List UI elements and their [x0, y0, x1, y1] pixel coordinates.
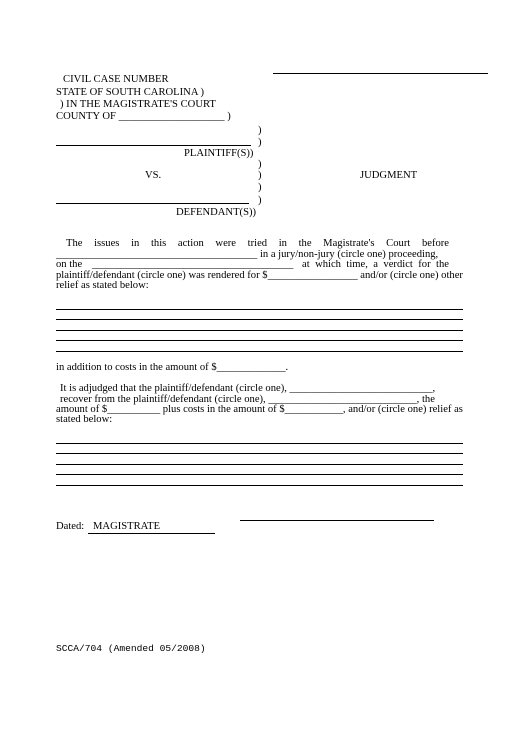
magistrate-label: MAGISTRATE [93, 521, 161, 532]
p1-line5: relief as stated below: [56, 280, 149, 291]
p2-line3: amount of $__________ plus costs in the amount of $___________, and/or (circle one) relief as [56, 404, 463, 415]
relief-line[interactable] [56, 474, 463, 475]
court-line: ) IN THE MAGISTRATE'S COURT [60, 99, 216, 110]
p1-line3-text: at which time, a verdict for the [302, 259, 449, 270]
defendant-label: DEFENDANT(S)) [176, 207, 257, 218]
plaintiff-label: PLAINTIFF(S)) [184, 148, 254, 159]
state-line: STATE OF SOUTH CAROLINA ) [56, 87, 205, 98]
trial-date-field[interactable]: ______________________________________ [92, 259, 294, 270]
p2-line1: It is adjudged that the plaintiff/defendant (circle one), ___________________________, [60, 383, 436, 394]
relief-line[interactable] [56, 309, 463, 310]
p1-line2-text: in a jury/non-jury (circle one) proceeding, [259, 249, 439, 260]
caption-paren: ) [258, 125, 262, 136]
plaintiff-name-line[interactable] [56, 145, 251, 146]
relief-line[interactable] [56, 319, 463, 320]
relief-line[interactable] [56, 443, 463, 444]
form-code: SCCA/704 (Amended 05/2008) [56, 643, 206, 654]
county-prefix: COUNTY OF [56, 111, 116, 122]
p2-line2: recover from the plaintiff/defendant (circle one), ____________________________, the [60, 394, 435, 405]
case-number-line [273, 73, 488, 74]
caption-paren: ) [258, 137, 262, 148]
p2-line4: stated below: [56, 414, 113, 425]
caption-paren: ) [258, 170, 262, 181]
p1-line1: The issues in this action were tried in the Magistrate's Court before [66, 238, 449, 249]
p1-line3-on: on the [56, 259, 83, 270]
relief-line[interactable] [56, 340, 463, 341]
relief-line[interactable] [56, 330, 463, 331]
defendant-name-line[interactable] [56, 203, 249, 204]
county-field[interactable]: ____________________ [118, 111, 225, 122]
relief-line[interactable] [56, 351, 463, 352]
caption-paren: ) [258, 195, 262, 206]
relief-line[interactable] [56, 485, 463, 486]
relief-line[interactable] [56, 453, 463, 454]
case-number-label: CIVIL CASE NUMBER [63, 74, 169, 85]
judgment-title: JUDGMENT [360, 170, 418, 181]
caption-paren: ) [258, 159, 262, 170]
judge-name-field[interactable]: ______________________________________ [56, 249, 258, 260]
dated-label: Dated: [56, 521, 85, 532]
costs-line: in addition to costs in the amount of $_____________. [56, 362, 289, 373]
date-field-line[interactable] [88, 533, 215, 534]
magistrate-signature-line[interactable] [240, 520, 434, 521]
vs-label: VS. [145, 170, 162, 181]
caption-paren: ) [258, 182, 262, 193]
p1-line4: plaintiff/defendant (circle one) was rendered for $_________________ and/or (circle one) other [56, 270, 463, 281]
county-suffix: ) [227, 111, 231, 122]
relief-line[interactable] [56, 464, 463, 465]
county-line [56, 112, 231, 123]
